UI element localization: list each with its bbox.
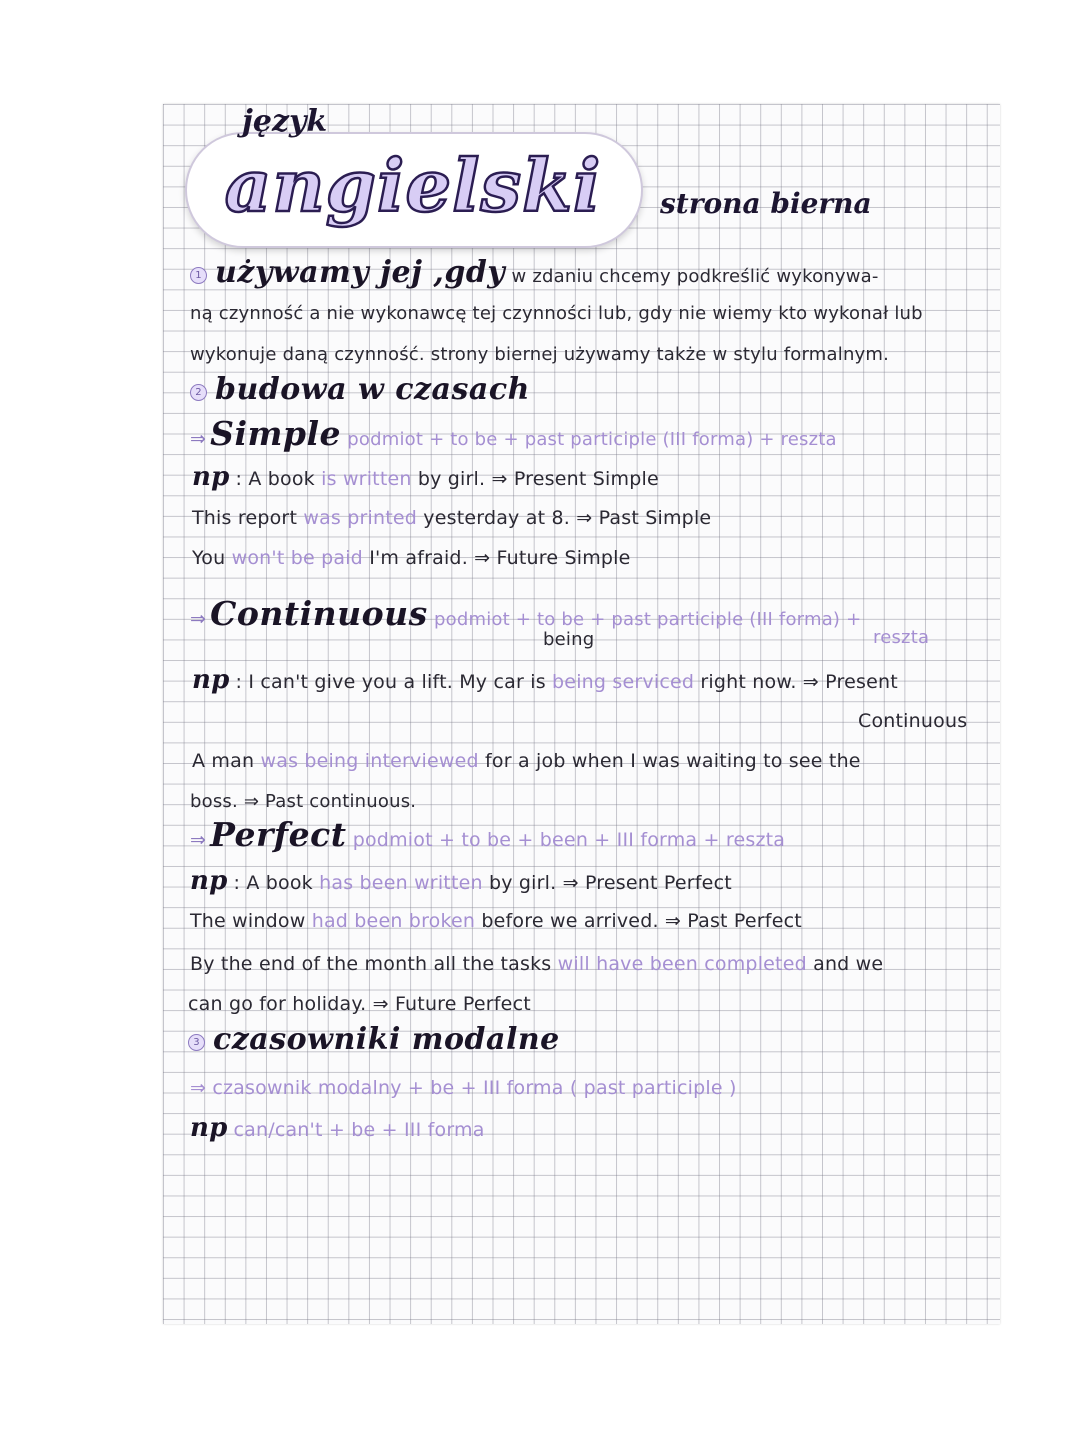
continuous-being: being <box>543 629 595 650</box>
section2-number: 2 <box>190 384 207 401</box>
passive-verb: was printed <box>303 507 418 529</box>
perfect-example-3-end: can go for holiday. ⇒ Future Perfect <box>188 993 531 1015</box>
continuous-formula: podmiot + to be + past participle (III forma) + <box>434 609 862 630</box>
section1-line2: ną czynność a nie wykonawcę tej czynności lub, gdy nie wiemy kto wykonał lub <box>190 303 923 324</box>
continuous-example-2 <box>192 750 861 772</box>
section3-formula: ⇒ czasownik modalny + be + III forma ( past participle ) <box>190 1077 737 1099</box>
text: : A book <box>235 468 322 490</box>
section3-example <box>190 1113 485 1143</box>
continuous-example-1 <box>192 665 898 695</box>
continuous-example-2-end: boss. ⇒ Past continuous. <box>190 791 417 812</box>
simple-formula: podmiot + to be + past participle (III forma) + reszta <box>347 429 837 450</box>
subtitle: strona bierna <box>660 187 872 220</box>
section2-heading: budowa w czasach <box>215 372 530 407</box>
text: and we <box>806 953 884 975</box>
passive-verb: had been broken <box>311 910 476 932</box>
continuous-heading-line <box>190 594 861 633</box>
perfect-example-1 <box>190 866 732 896</box>
text: This report <box>192 507 304 529</box>
passive-verb: won't be paid <box>231 547 363 569</box>
text: by girl. ⇒ Present Simple <box>411 468 659 490</box>
text: By the end of the month all the tasks <box>190 953 558 975</box>
section3-number: 3 <box>188 1034 205 1051</box>
passive-verb: is written <box>321 468 412 490</box>
text: : A book <box>233 872 320 894</box>
text: by girl. ⇒ Present Perfect <box>482 872 732 894</box>
continuous-reszta: reszta <box>873 627 930 648</box>
perfect-formula: podmiot + to be + been + III forma + reszta <box>352 829 786 851</box>
np-label: np <box>190 1113 228 1143</box>
simple-label: Simple <box>210 414 342 453</box>
text: I'm afraid. ⇒ Future Simple <box>362 547 631 569</box>
text: yesterday at 8. ⇒ Past Simple <box>417 507 712 529</box>
simple-example-1 <box>192 462 659 492</box>
passive-verb: has been written <box>319 872 483 894</box>
simple-example-3 <box>192 547 631 569</box>
section3-heading: czasowniki modalne <box>213 1022 560 1057</box>
np-label: np <box>192 665 230 695</box>
text: A man <box>192 750 261 772</box>
perfect-label: Perfect <box>210 815 347 854</box>
text: before we arrived. ⇒ Past Perfect <box>475 910 802 932</box>
passive-verb: was being interviewed <box>260 750 479 772</box>
section3-heading-line <box>188 1022 560 1057</box>
continuous-example-1-end: Continuous <box>858 710 968 732</box>
arrow-icon: ⇒ <box>190 608 207 630</box>
passive-verb: will have been completed <box>557 953 807 975</box>
arrow-icon: ⇒ <box>190 829 207 851</box>
text: right now. ⇒ Present <box>694 671 898 693</box>
title-big: angielski <box>224 143 602 228</box>
perfect-example-3 <box>190 953 883 975</box>
passive-verb: being serviced <box>552 671 695 693</box>
section1-line1 <box>190 255 879 290</box>
simple-heading-line <box>190 414 837 453</box>
perfect-example-2 <box>190 910 802 932</box>
continuous-label: Continuous <box>210 594 428 633</box>
np-label: np <box>192 462 230 492</box>
modal-example: can/can't + be + III forma <box>233 1119 485 1141</box>
section1-heading: używamy jej ,gdy <box>215 255 506 290</box>
section1-line3: wykonuje daną czynność. strony biernej używamy także w stylu formalnym. <box>190 344 890 365</box>
simple-example-2 <box>192 507 711 529</box>
section1-number: 1 <box>190 267 207 284</box>
title-small: język <box>242 104 328 139</box>
perfect-heading-line <box>190 815 785 854</box>
text: The window <box>190 910 312 932</box>
np-label: np <box>190 866 228 896</box>
section2-heading-line <box>190 372 530 407</box>
text: You <box>192 547 232 569</box>
text: for a job when I was waiting to see the <box>478 750 861 772</box>
arrow-icon: ⇒ <box>190 428 207 450</box>
section1-text-1: w zdaniu chcemy podkreślić wykonywa- <box>511 266 879 287</box>
text: : I can't give you a lift. My car is <box>235 671 553 693</box>
